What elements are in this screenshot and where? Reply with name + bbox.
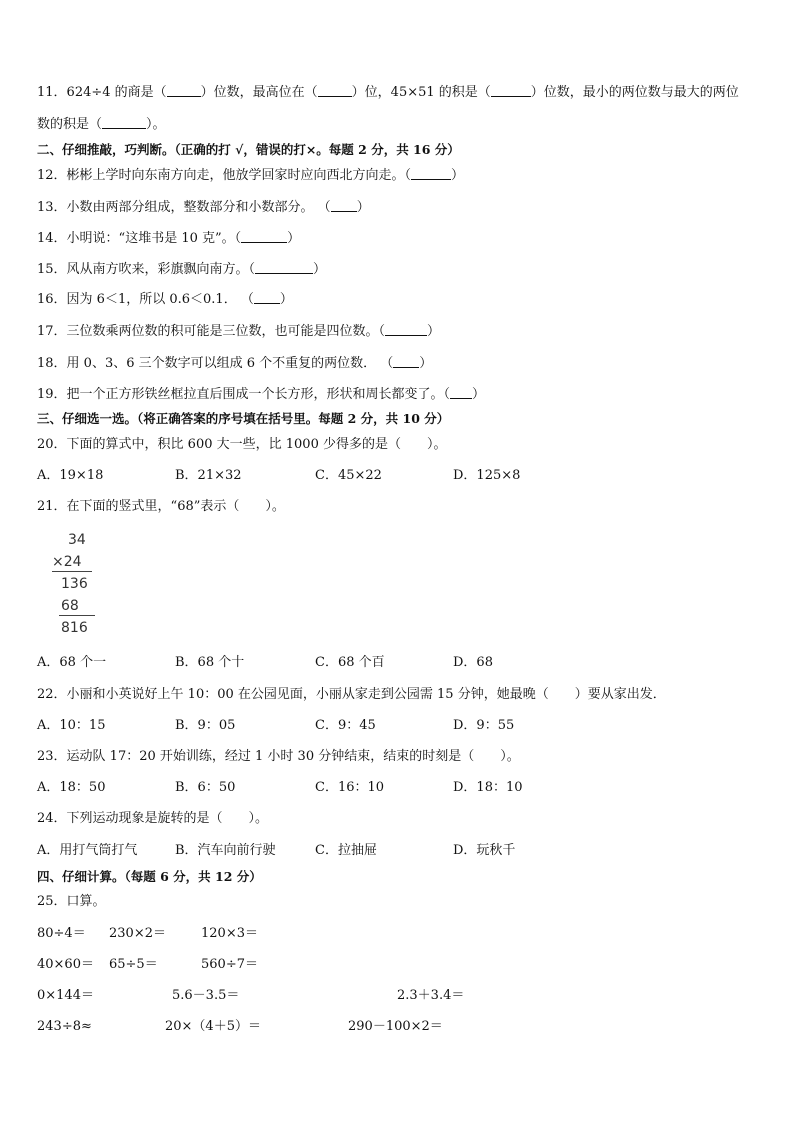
q14-text: 14．小明说：“这堆书是 10 克”。（	[37, 231, 242, 246]
question-16	[37, 290, 293, 309]
question-12	[37, 166, 464, 185]
mental-math-item: 65÷5＝	[109, 957, 158, 972]
mental-math-item: 5.6－3.5＝	[172, 988, 240, 1003]
q20-option-d[interactable]: D．125×8	[453, 468, 521, 483]
q19-close: ）	[472, 387, 486, 402]
q24-option-d[interactable]: D．玩秋千	[453, 843, 516, 858]
q20-option-a[interactable]: A．19×18	[37, 468, 104, 483]
q14-close: ）	[287, 231, 301, 246]
q12-text: 12．彬彬上学时向东南方向走，他放学回家时应向西北方向走。（	[37, 168, 412, 183]
question-14	[37, 229, 300, 248]
vertical-rule	[52, 571, 92, 572]
question-20: 20．下面的算式中，积比 600 大一些，比 1000 少得多的是（ ）。	[37, 437, 447, 452]
section-4-heading: 四、仔细计算。（每题 6 分，共 12 分）	[37, 869, 262, 884]
q20-option-c[interactable]: C．45×22	[315, 468, 382, 483]
answer-blank[interactable]	[254, 290, 280, 304]
q23-option-c[interactable]: C．16：10	[315, 780, 385, 795]
answer-blank[interactable]	[167, 83, 201, 97]
q24-option-c[interactable]: C．拉抽屉	[315, 843, 377, 858]
question-11-line-1	[37, 83, 739, 102]
mental-math-item: 80÷4＝	[37, 926, 86, 941]
mental-math-item: 243÷8≈	[37, 1019, 92, 1034]
mental-math-item: 40×60＝	[37, 957, 94, 972]
mental-math-item: 20×（4＋5）＝	[165, 1019, 261, 1034]
mental-math-item: 120×3＝	[201, 926, 258, 941]
q22-option-d[interactable]: D．9：55	[453, 718, 515, 733]
mental-math-item: 230×2＝	[109, 926, 166, 941]
q15-close: ）	[313, 262, 327, 277]
section-2-heading: 二、仔细推敲，巧判断。（正确的打 √，错误的打×。每题 2 分，共 16 分）	[37, 142, 460, 157]
q17-text: 17．三位数乘两位数的积可能是三位数，也可能是四位数。（	[37, 324, 386, 339]
answer-blank[interactable]	[385, 322, 427, 336]
q11-text-b: ）位数，最高位在（	[200, 85, 318, 100]
q16-text: 16．因为 6＜1，所以 0.6＜0.1． （	[37, 292, 254, 307]
mental-math-item: 290－100×2＝	[348, 1019, 443, 1034]
vertical-row: 34	[68, 532, 86, 548]
q11-text-a: 11．624÷4 的商是（	[37, 85, 167, 100]
vertical-row: 136	[61, 576, 88, 592]
mental-math-item: 560÷7＝	[201, 957, 258, 972]
q18-close: ）	[419, 356, 433, 371]
q22-option-b[interactable]: B．9：05	[175, 718, 236, 733]
q12-close: ）	[451, 168, 465, 183]
question-22: 22．小丽和小英说好上午 10：00 在公园见面，小丽从家走到公园需 15 分钟，她最晚（ ）要从家出发．	[37, 687, 666, 702]
q18-text: 18．用 0、3、6 三个数字可以组成 6 个不重复的两位数． （	[37, 356, 394, 371]
q13-text: 13．小数由两部分组成，整数部分和小数部分。 （	[37, 200, 331, 215]
question-21: 21．在下面的竖式里，“68”表示（ ）。	[37, 499, 285, 514]
q21-option-a[interactable]: A．68 个一	[37, 655, 107, 670]
answer-blank[interactable]	[331, 198, 357, 212]
vertical-row: 68	[61, 598, 79, 614]
answer-blank[interactable]	[102, 115, 146, 129]
question-11-line-2	[37, 115, 166, 134]
question-17	[37, 322, 440, 341]
question-13	[37, 198, 370, 217]
answer-blank[interactable]	[411, 166, 451, 180]
q23-option-b[interactable]: B．6：50	[175, 780, 236, 795]
q13-close: ）	[356, 200, 370, 215]
question-24: 24．下列运动现象是旋转的是（ ）。	[37, 811, 269, 826]
q22-option-c[interactable]: C．9：45	[315, 718, 376, 733]
question-18	[37, 354, 432, 373]
q24-option-b[interactable]: B．汽车向前行驶	[175, 843, 276, 858]
q11-text-d: ）位数，最小的两位数与最大的两位	[530, 85, 739, 100]
q21-option-c[interactable]: C．68 个百	[315, 655, 385, 670]
vertical-multiplication	[52, 530, 102, 642]
q17-close: ）	[427, 324, 441, 339]
answer-blank[interactable]	[318, 83, 352, 97]
q15-text: 15．风从南方吹来，彩旗飘向南方。（	[37, 262, 256, 277]
q16-close: ）	[279, 292, 293, 307]
q22-option-a[interactable]: A．10：15	[37, 718, 106, 733]
vertical-row: 816	[61, 620, 88, 636]
answer-blank[interactable]	[393, 354, 419, 368]
answer-blank[interactable]	[450, 385, 472, 399]
question-23: 23．运动队 17：20 开始训练，经过 1 小时 30 分钟结束，结束的时刻是（ ）。	[37, 749, 520, 764]
q11-text-f: ）。	[146, 117, 166, 132]
q11-text-c: ）位，45×51 的积是（	[351, 85, 491, 100]
question-15	[37, 260, 326, 279]
answer-blank[interactable]	[491, 83, 531, 97]
q23-option-a[interactable]: A．18：50	[37, 780, 106, 795]
answer-blank[interactable]	[241, 229, 287, 243]
q21-option-d[interactable]: D．68	[453, 655, 493, 670]
question-19	[37, 385, 485, 404]
q20-option-b[interactable]: B．21×32	[175, 468, 242, 483]
vertical-rule	[59, 615, 95, 616]
mental-math-item: 0×144＝	[37, 988, 94, 1003]
vertical-row: ×24	[52, 554, 82, 570]
q19-text: 19．把一个正方形铁丝框拉直后围成一个长方形，形状和周长都变了。（	[37, 387, 451, 402]
q23-option-d[interactable]: D．18：10	[453, 780, 523, 795]
question-25: 25．口算。	[37, 894, 106, 909]
q11-text-e: 数的积是（	[37, 117, 103, 132]
section-3-heading: 三、仔细选一选。（将正确答案的序号填在括号里。每题 2 分，共 10 分）	[37, 411, 450, 426]
answer-blank[interactable]	[255, 260, 313, 274]
q24-option-a[interactable]: A．用打气筒打气	[37, 843, 138, 858]
mental-math-item: 2.3＋3.4＝	[397, 988, 465, 1003]
q21-option-b[interactable]: B．68 个十	[175, 655, 245, 670]
